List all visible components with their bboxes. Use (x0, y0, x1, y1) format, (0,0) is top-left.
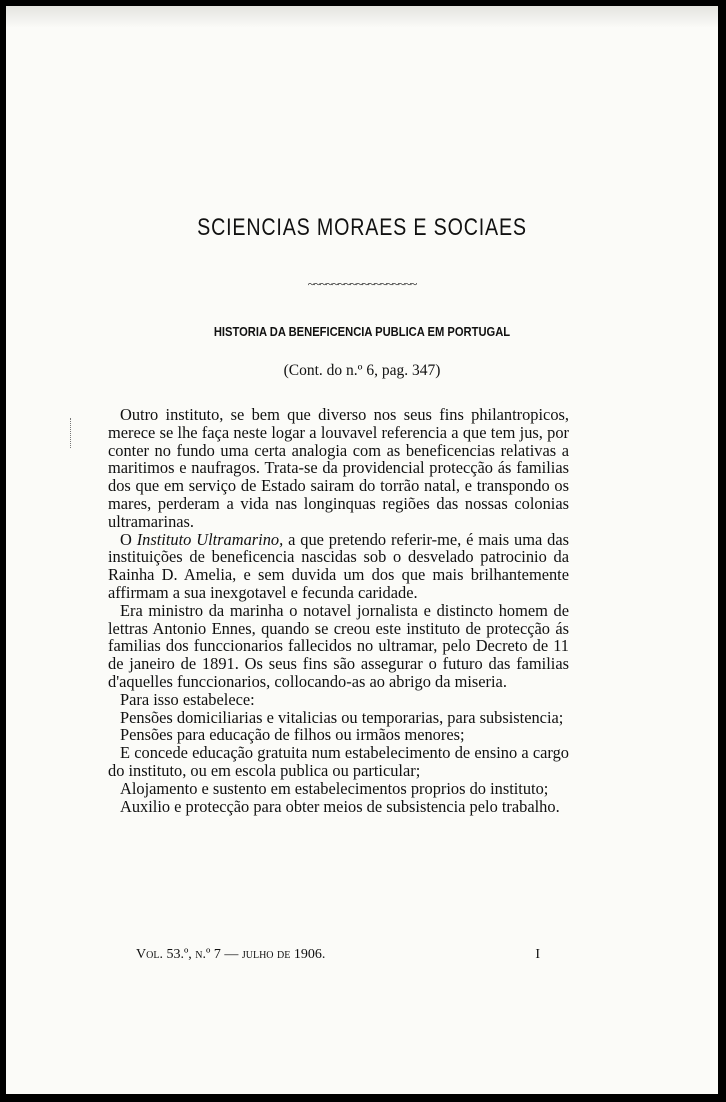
section-title: SCIENCIAS MORAES E SOCIAES (197, 214, 527, 241)
paragraph-4: Para isso estabelece: (120, 689, 255, 709)
continuation-note: (Cont. do n.º 6, pag. 347) (283, 362, 441, 379)
paragraph-2-rest: a que pretendo referir-me, é mais uma das instituições de beneficencia nascidas sob o desvelado patrocinio da Rainha D. Amelia, e sem duvida um dos que mais brilhantemente affirmam a sua inexgotavel e fecunda caridade. (108, 529, 569, 602)
paragraph-2 (108, 531, 569, 602)
scan-shadow (6, 6, 718, 28)
margin-mark (70, 418, 72, 448)
article-title: HISTORIA DA BENEFICENCIA PUBLICA EM PORTUGAL (213, 324, 511, 339)
document-page (6, 6, 718, 1094)
ornament-divider: ~~~~~~~~~~~~~~~~~~ (307, 276, 417, 291)
page-number: I (535, 947, 540, 962)
paragraph-3: Era ministro da marinha o notavel jornalista e distincto homem de lettras Antonio Ennes, quando se creou este instituto de protecção ás familias dos funccionarios fallecidos no ultramar, pelo Decreto de 11 de janeiro de 1891. Os seus fins são assegurar o futuro das familias d'aquelles funccionarios, collocando-as ao abrigo da miseria. (108, 600, 569, 691)
list-item-assistance: Auxilio e protecção para obter meios de subsistencia pelo trabalho. (120, 796, 560, 816)
volume-info: Vol. 53.º, n.º 7 — julho de 1906. (136, 947, 326, 962)
list-item-pensions: Pensões domiciliarias e vitalicias ou temporarias, para subsistencia; (120, 707, 564, 727)
institute-name: Instituto Ultramarino, (136, 529, 284, 549)
article-body (108, 406, 569, 815)
list-item-education-pensions: Pensões para educação de filhos ou irmãos menores; (120, 725, 465, 745)
list-item-lodging: Alojamento e sustento em estabelecimentos proprios do instituto; (120, 778, 549, 798)
page-footer (136, 947, 540, 963)
paragraph-2-prefix: O (120, 529, 137, 549)
paragraph-1: Outro instituto, se bem que diverso nos seus fins philantropicos, merece se lhe faça neste logar a louvavel referencia a que tem jus, por conter no fundo uma certa analogia com as beneficencias relativas a maritimos e naufragos. Trata-se da providencial protecção ás familias dos que em serviço de Estado sairam do torrão natal, e transpondo os mares, perderam a vida nas longinquas regiões das nossas colonias ultramarinas. (108, 405, 569, 531)
list-item-free-education: E concede educação gratuita num estabelecimento de ensino a cargo do instituto, ou em escola publica ou particular; (108, 743, 569, 780)
